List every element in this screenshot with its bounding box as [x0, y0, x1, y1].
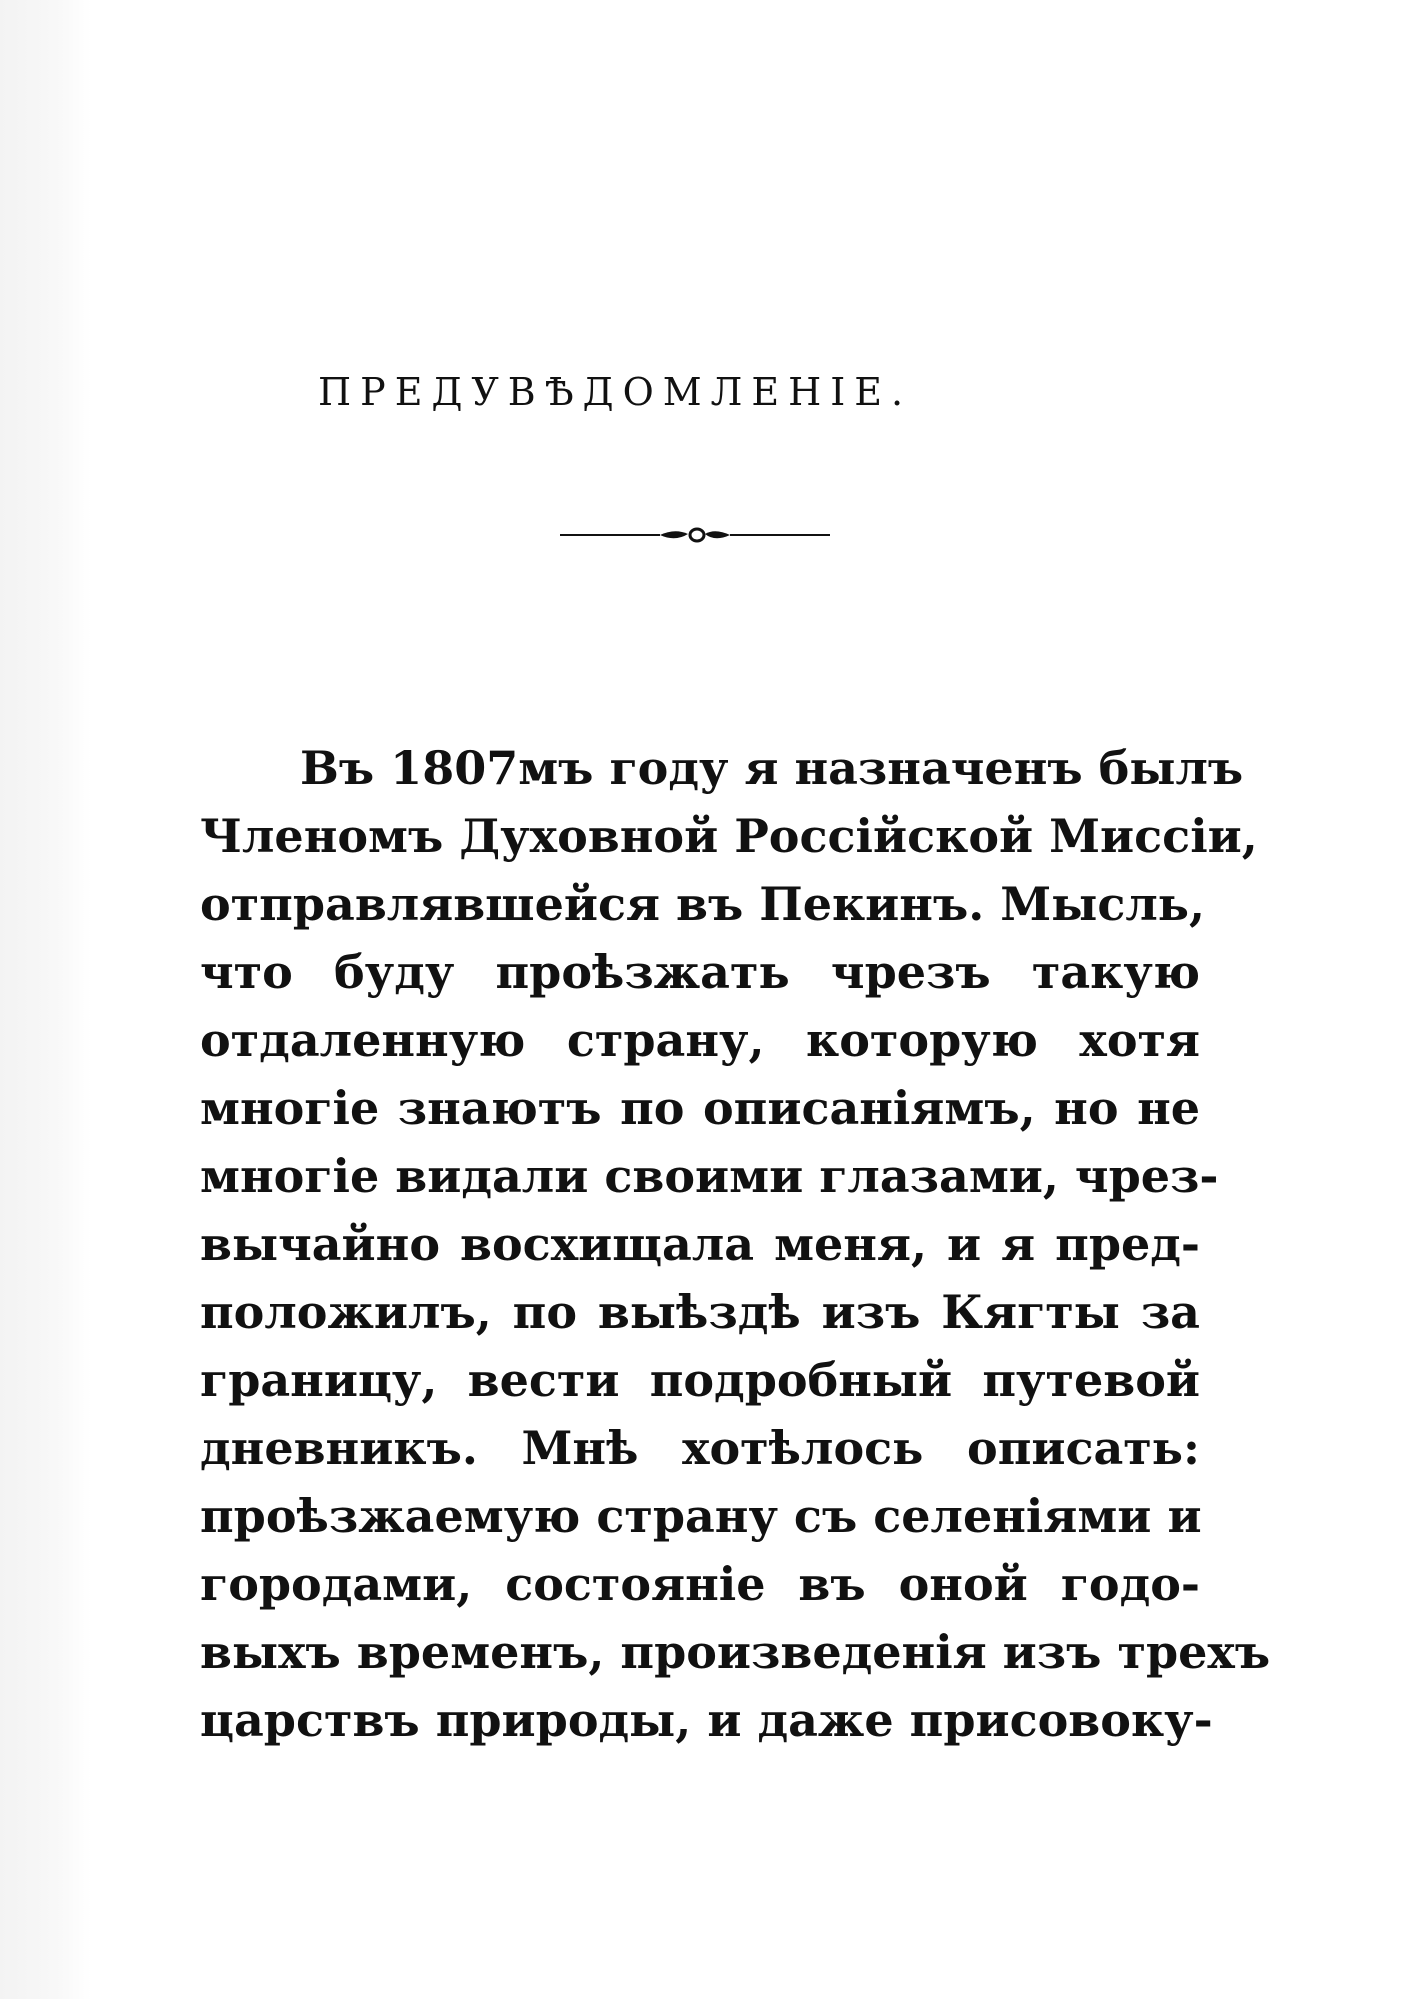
text-line: царствъ природы, и даже присовоку- — [200, 1693, 1213, 1747]
ornament-divider — [560, 520, 830, 550]
text-line: что буду проѣзжать чрезъ такую — [200, 945, 1200, 999]
text-line: городами, состояніе въ оной годо- — [200, 1557, 1200, 1611]
text-line: многіе знаютъ по описаніямъ, но не — [200, 1081, 1200, 1135]
text-line: выхъ временъ, произведенія изъ трехъ — [200, 1625, 1271, 1679]
page-title: ПРЕДУВѢДОМЛЕНІЕ. — [318, 370, 913, 414]
text-line: границу, вести подробный путевой — [200, 1353, 1200, 1407]
text-line: дневникъ. Мнѣ хотѣлось описать: — [200, 1421, 1200, 1475]
scan-left-margin — [0, 0, 92, 1999]
text-line: проѣзжаемую страну съ селеніями и — [200, 1489, 1202, 1543]
text-line: Членомъ Духовной Россійской Миссіи, — [200, 809, 1258, 863]
text-line: Въ 1807мъ году я назначенъ былъ — [300, 741, 1244, 795]
preface-paragraph — [200, 734, 1271, 1754]
text-line: отправлявшейся въ Пекинъ. Мысль, — [200, 877, 1205, 931]
text-line: вычайно восхищала меня, и я пред- — [200, 1217, 1200, 1271]
text-line: положилъ, по выѣздѣ изъ Кягты за — [200, 1285, 1200, 1339]
text-line: отдаленную страну, которую хотя — [200, 1013, 1200, 1067]
text-line: многіе видали своими глазами, чрез- — [200, 1149, 1219, 1203]
